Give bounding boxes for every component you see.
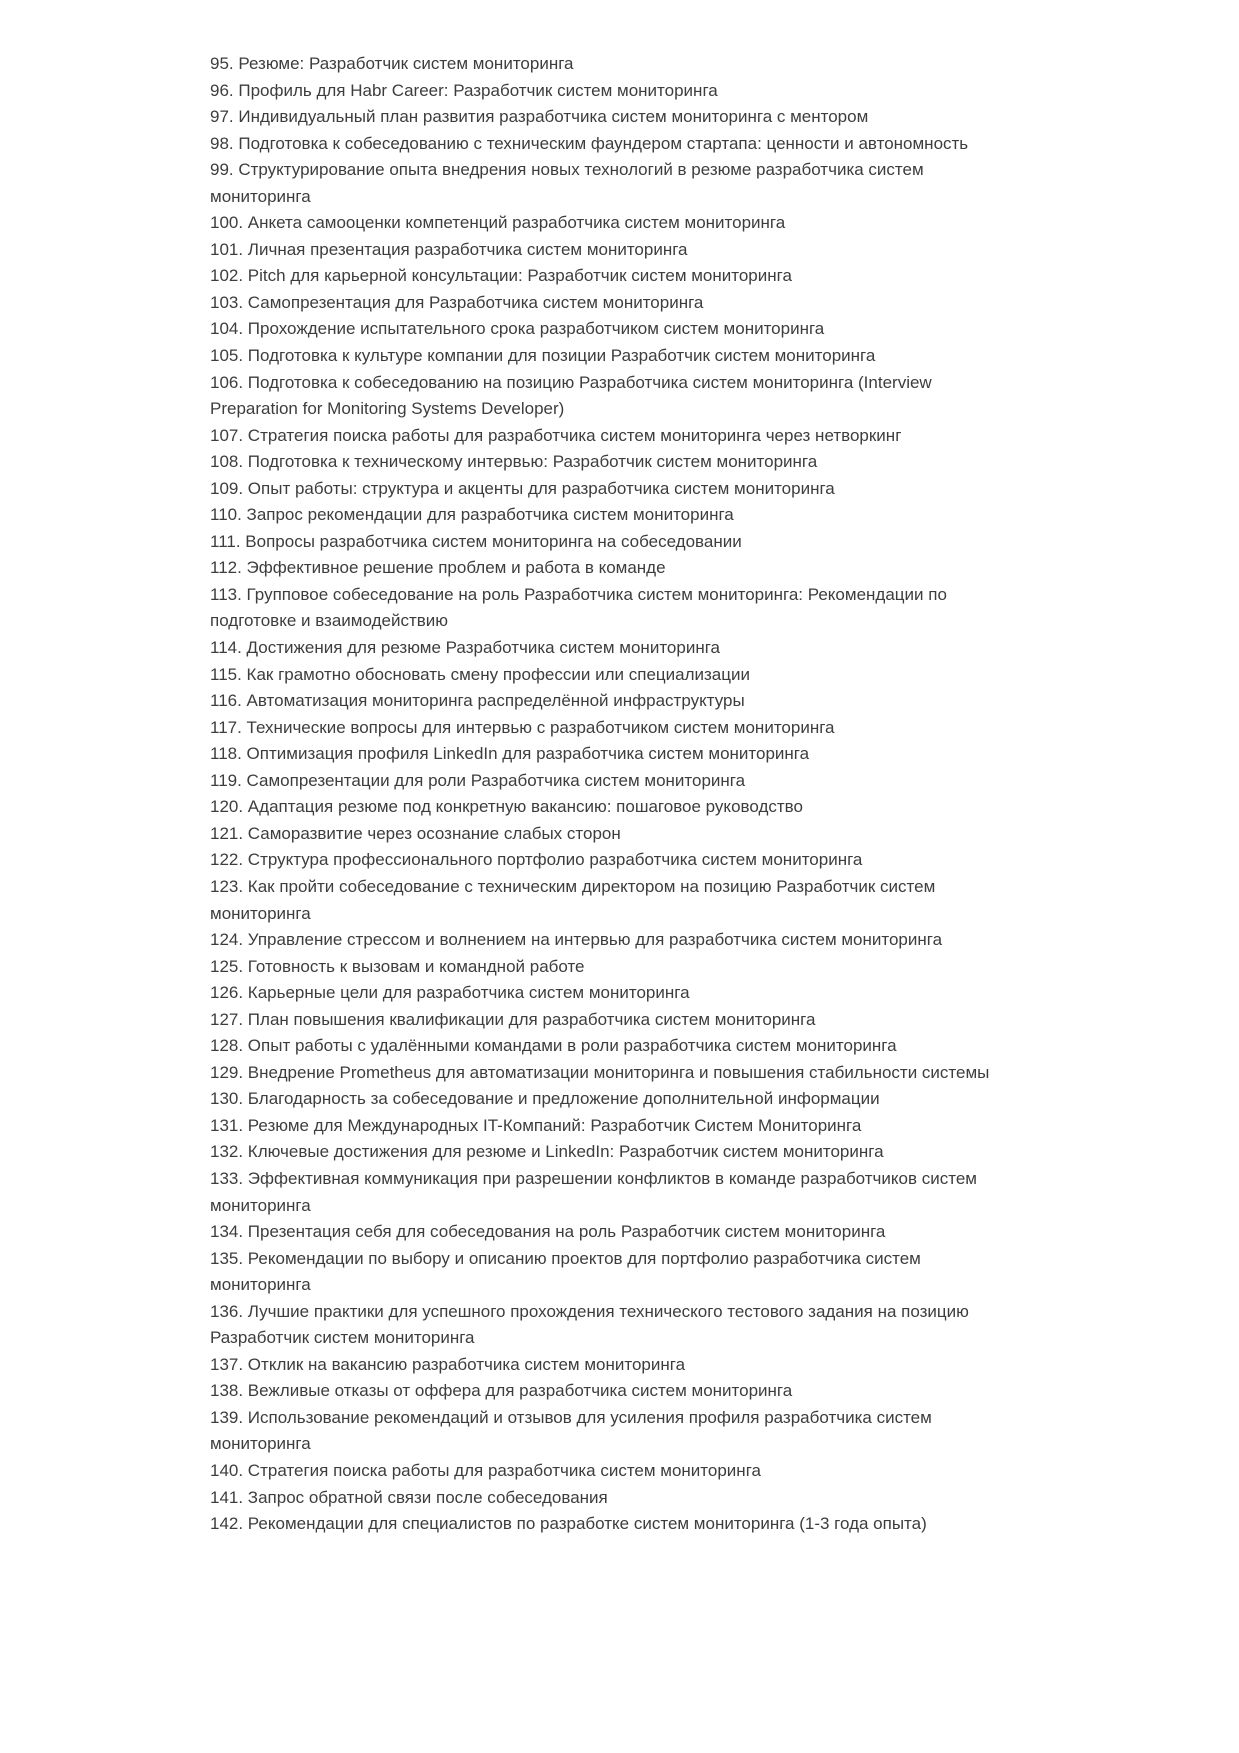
list-item: 105. Подготовка к культуре компании для позиции Разработчик систем мониторинга <box>210 346 876 366</box>
list-item: 95. Резюме: Разработчик систем мониторинга <box>210 54 574 73</box>
list-item: 122. Структура профессионального портфолио разработчика систем мониторинга <box>210 850 863 870</box>
list-item: 115. Как грамотно обосновать смену профессии или специализации <box>210 664 750 684</box>
list-item: 130. Благодарность за собеседование и предложение дополнительной информации <box>210 1089 880 1109</box>
list-item: 133. Эффективная коммуникация при разрешении конфликтов в команде разработчиков систем мониторинга <box>210 1168 977 1215</box>
list-item: 107. Стратегия поиска работы для разработчика систем мониторинга через нетворкинг <box>210 425 902 445</box>
list-item: 124. Управление стрессом и волнением на интервью для разработчика систем мониторинга <box>210 930 943 950</box>
list-item: 125. Готовность к вызовам и командной работе <box>210 956 585 976</box>
list-item: 123. Как пройти собеседование с техническим директором на позицию Разработчик систем мониторинга <box>210 876 936 923</box>
list-item: 114. Достижения для резюме Разработчика систем мониторинга <box>210 638 720 658</box>
list-item: 100. Анкета самооценки компетенций разработчика систем мониторинга <box>210 213 786 233</box>
list-item: 138. Вежливые отказы от оффера для разработчика систем мониторинга <box>210 1381 793 1401</box>
list-item: 134. Презентация себя для собеседования на роль Разработчик систем мониторинга <box>210 1222 886 1242</box>
list-item: 113. Групповое собеседование на роль Разработчика систем мониторинга: Рекомендации по подготовке и взаимодействию <box>210 584 947 631</box>
topic-list <box>210 51 998 1538</box>
list-item: 103. Самопрезентация для Разработчика систем мониторинга <box>210 292 704 312</box>
list-item: 97. Индивидуальный план развития разработчика систем мониторинга с ментором <box>210 107 869 127</box>
list-item: 127. План повышения квалификации для разработчика систем мониторинга <box>210 1009 816 1029</box>
list-item: 111. Вопросы разработчика систем мониторинга на собеседовании <box>210 531 742 551</box>
list-item: 112. Эффективное решение проблем и работа в команде <box>210 558 666 578</box>
list-item: 109. Опыт работы: структура и акценты для разработчика систем мониторинга <box>210 478 835 498</box>
list-item: 96. Профиль для Habr Career: Разработчик систем мониторинга <box>210 80 718 100</box>
list-item: 128. Опыт работы с удалёнными командами в роли разработчика систем мониторинга <box>210 1036 897 1056</box>
list-item: 106. Подготовка к собеседованию на позицию Разработчика систем мониторинга (Interview Preparation for Monitoring Systems Developer) <box>210 372 932 419</box>
list-item: 135. Рекомендации по выбору и описанию проектов для портфолио разработчика систем мониторинга <box>210 1248 921 1295</box>
list-item: 108. Подготовка к техническому интервью: Разработчик систем мониторинга <box>210 452 818 472</box>
list-item: 139. Использование рекомендаций и отзывов для усиления профиля разработчика систем мониторинга <box>210 1407 932 1454</box>
list-item: 132. Ключевые достижения для резюме и LinkedIn: Разработчик систем мониторинга <box>210 1142 884 1162</box>
list-item: 129. Внедрение Prometheus для автоматизации мониторинга и повышения стабильности системы <box>210 1062 990 1082</box>
list-item: 136. Лучшие практики для успешного прохождения технического тестового задания на позицию Разработчик систем мониторинга <box>210 1301 969 1348</box>
list-item: 104. Прохождение испытательного срока разработчиком систем мониторинга <box>210 319 825 339</box>
list-item: 102. Pitch для карьерной консультации: Разработчик систем мониторинга <box>210 266 792 286</box>
list-item: 118. Оптимизация профиля LinkedIn для разработчика систем мониторинга <box>210 744 810 764</box>
list-item: 110. Запрос рекомендации для разработчика систем мониторинга <box>210 505 734 525</box>
list-item: 117. Технические вопросы для интервью с разработчиком систем мониторинга <box>210 717 835 737</box>
list-item: 126. Карьерные цели для разработчика систем мониторинга <box>210 983 690 1003</box>
list-item: 99. Структурирование опыта внедрения новых технологий в резюме разработчика систем мониторинга <box>210 160 924 206</box>
list-item: 137. Отклик на вакансию разработчика систем мониторинга <box>210 1354 686 1374</box>
list-item: 98. Подготовка к собеседованию с техническим фаундером стартапа: ценности и автономность <box>210 133 969 153</box>
list-item: 119. Самопрезентации для роли Разработчика систем мониторинга <box>210 770 746 790</box>
list-item: 121. Саморазвитие через осознание слабых сторон <box>210 823 621 843</box>
list-item: 116. Автоматизация мониторинга распределённой инфраструктуры <box>210 691 745 711</box>
list-item: 141. Запрос обратной связи после собеседования <box>210 1487 608 1507</box>
list-item: 140. Стратегия поиска работы для разработчика систем мониторинга <box>210 1460 761 1480</box>
list-item: 101. Личная презентация разработчика систем мониторинга <box>210 239 688 259</box>
list-item: 131. Резюме для Международных IT-Компаний: Разработчик Систем Мониторинга <box>210 1115 862 1135</box>
list-item: 142. Рекомендации для специалистов по разработке систем мониторинга (1-3 года опыта) <box>210 1514 927 1534</box>
list-item: 120. Адаптация резюме под конкретную вакансию: пошаговое руководство <box>210 797 803 817</box>
